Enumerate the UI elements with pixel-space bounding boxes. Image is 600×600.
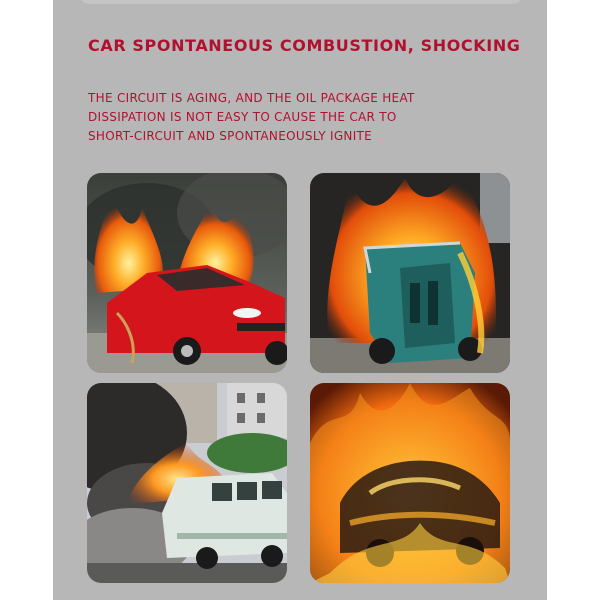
description-line: DISSIPATION IS NOT EASY TO CAUSE THE CAR TO [88,110,397,124]
description-line: THE CIRCUIT IS AGING, AND THE OIL PACKAGE HEAT [88,91,415,105]
photo-overturned-car-fire [310,173,510,373]
page-title: CAR SPONTANEOUS COMBUSTION, SHOCKING [88,36,521,55]
car-engulfed-fire-image [310,383,510,583]
photo-car-engulfed-fire [310,383,510,583]
panel-top-tab [78,0,524,4]
photo-red-car-fire [87,173,287,373]
description [88,89,508,146]
red-car-fire-image [87,173,287,373]
description-line: SHORT-CIRCUIT AND SPONTANEOUSLY IGNITE [88,129,373,143]
minivan-fire-image [87,383,287,583]
photo-minivan-fire [87,383,287,583]
overturned-car-fire-image [310,173,510,373]
